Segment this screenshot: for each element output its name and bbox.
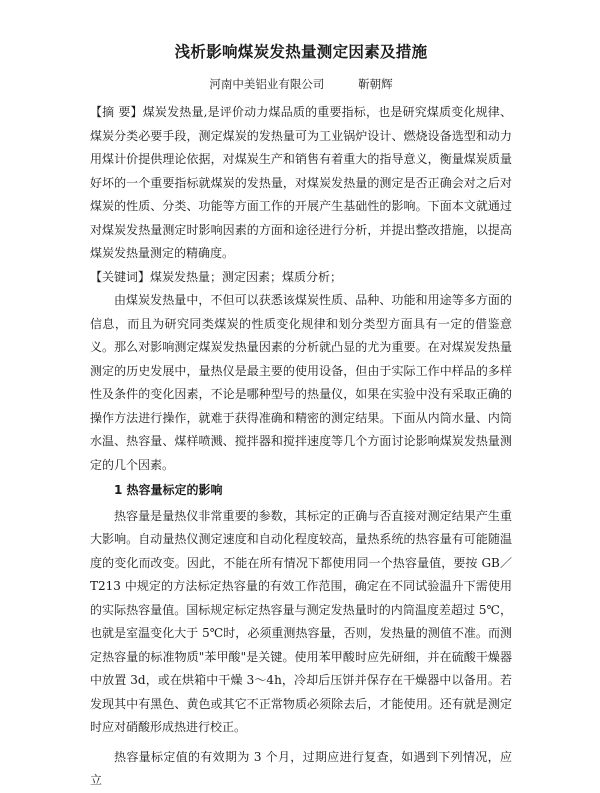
author-name: 靳朝辉 bbox=[358, 77, 393, 91]
section-paragraph: 热容量标定值的有效期为 3 个月，过期应进行复查，如遇到下列情况，应立 bbox=[90, 749, 512, 787]
keywords-paragraph: 【关键词】煤炭发热量；测定因素；煤质分析； bbox=[90, 269, 343, 284]
author-line bbox=[90, 76, 512, 92]
section-paragraph: 热容量是量热仪非常重要的参数，其标定的正确与否直接对测定结果产生重大影响。自动量热仪测定速度和自动化程度较高，量热系统的热容量有可能随温度的变化而改变。因此，不能在所有情况下都使用同一个热容量值，要按 GB／T213 中规定的方法标定热容量的有效工作范围，确定在不同试验温升下需使用的实际热容量值。国标规定标定热容量与测定发热量时的内筒温度差超过 5℃，也就是室温变化大于 5℃时，必须重测热容量，否则，发热量的测值不准。而测定热容量的标准物质"苯甲酸"是关键。使用苯甲酸时应先研细，并在硫酸干燥器中放置 3d，或在烘箱中干燥 3～4h，冷却后压饼并保存在干燥器中以备用。若发现其中有黑色、黄色或其它不正常物质必须除去后，才能使用。还有就是测定时应对硝酸形成热进行校正。 bbox=[90, 508, 512, 734]
intro-paragraph: 由煤炭发热量中，不但可以获悉该煤炭性质、品种、功能和用途等多方面的信息，而且为研究同类煤炭的性质变化规律和划分类型方面具有一定的借鉴意义。那么对影响测定煤炭发热量因素的分析就凸显的尤为重要。在对煤炭发热量测定的历史发展中，量热仪是最主要的使用设备，但由于实际工作中样品的多样性及条件的变化因素，不论是哪种型号的热量仪，如果在实验中没有采取正确的操作方法进行操作，就难于获得准确和精密的测定结果。下面从内筒水量、内筒水温、热容量、煤样喷溅、搅拌器和搅拌速度等几个方面讨论影响煤炭发热量测定的几个因素。 bbox=[90, 293, 512, 472]
section-heading: 1 热容量标定的影响 bbox=[114, 483, 223, 497]
author-affiliation: 河南中美铝业有限公司 bbox=[209, 77, 325, 91]
abstract-paragraph: 【摘 要】煤炭发热量,是评价动力煤品质的重要指标，也是研究煤质变化规律、煤炭分类必要手段，测定煤炭的发热量可为工业锅炉设计、燃烧设备选型和动力用煤计价提供理论依据，对煤炭生产和销售有着重大的指导意义，衡量煤炭质量好坏的一个重要指标就煤炭的发热量，对煤炭发热量的测定是否正确会对之后对煤炭的性质、分类、功能等方面工作的开展产生基础性的影响。下面本文就通过对煤炭发热量测定时影响因素的方面和途径进行分析，并提出整改措施，以提高煤炭发热量测定的精确度。 bbox=[90, 105, 512, 260]
document-title: 浅析影响煤炭发热量测定因素及措施 bbox=[174, 43, 428, 61]
